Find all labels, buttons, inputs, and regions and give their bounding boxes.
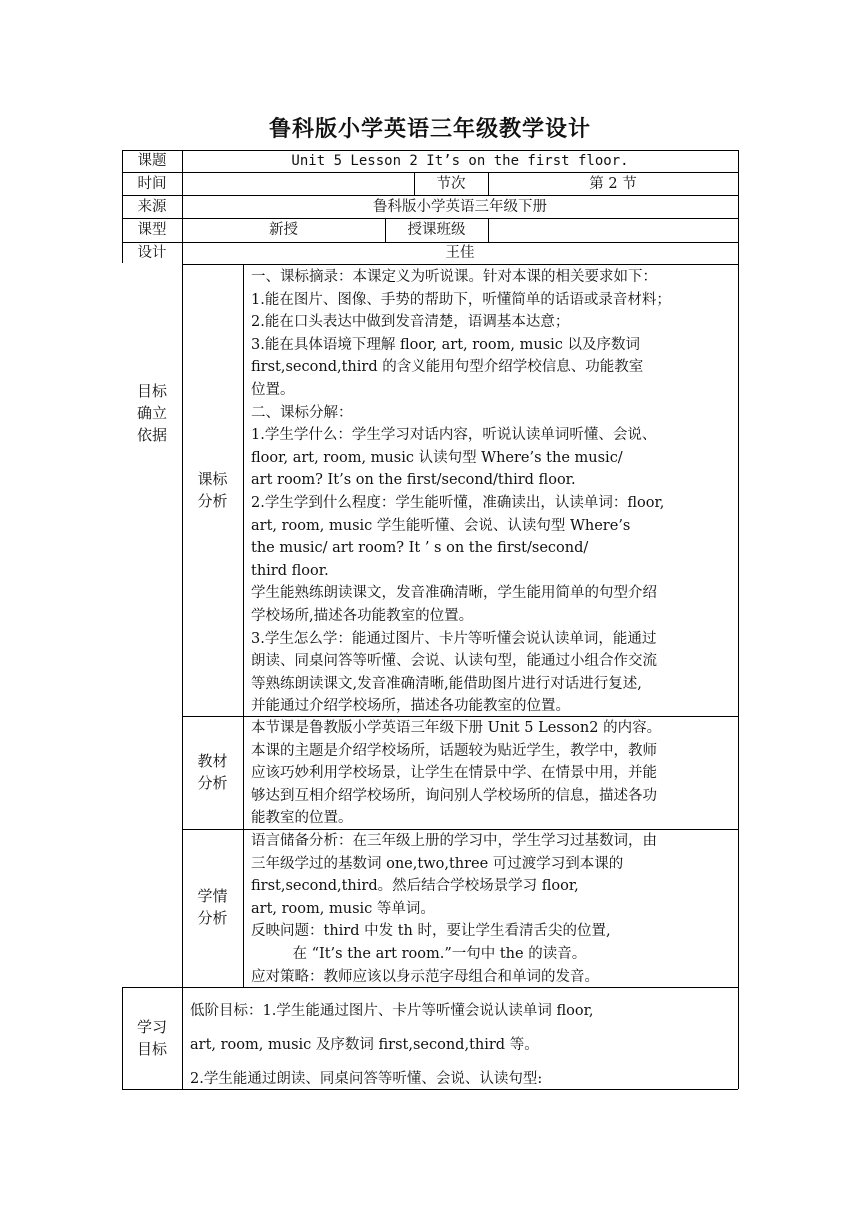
- textbook-line: 应该巧妙利用学校场景，让学生在情景中学、在情景中用，并能: [251, 765, 657, 782]
- curriculum-line: 2.学生学到什么程度：学生能听懂，准确读出，认读单词：floor,: [251, 494, 665, 511]
- goals-label: 学习 目标: [136, 1018, 167, 1058]
- learners-line: 三年级学过的基数词 one,two,three 可过渡学习到本课的: [251, 855, 624, 872]
- designer-value: 王佳: [445, 245, 475, 261]
- source-label: 来源: [137, 199, 167, 215]
- curriculum-line: 朗读、同桌问答等听懂、会说、认读句型，能通过小组合作交流: [251, 653, 657, 670]
- textbook-line: 本课的主题是介绍学校场所，话题较为贴近学生，教学中，教师: [251, 742, 657, 759]
- learners-line: 反映问题：third 中发 th 时，要让学生看清舌尖的位置,: [251, 923, 611, 940]
- curriculum-analysis: [251, 266, 731, 718]
- textbook-label: 教材 分析: [197, 752, 228, 792]
- curriculum-line: 等熟练朗读课文,发音准确清晰,能借助图片进行对话进行复述,: [251, 675, 642, 692]
- basis-label: 目标 确立 依据: [136, 382, 167, 444]
- curriculum-line: 二、课标分解：: [251, 404, 353, 421]
- curriculum-line: 并能通过介绍学校场所，描述各功能教室的位置。: [251, 698, 570, 715]
- curriculum-line: 3.学生怎么学：能通过图片、卡片等听懂会说认读单词，能通过: [251, 630, 657, 647]
- learners-line: 应对策略：教师应该以身示范字母组合和单词的发音。: [251, 968, 599, 985]
- type-label: 课型: [137, 222, 167, 238]
- goal-line: 2.学生能通过朗读、同桌问答等听懂、会说、认读句型:: [190, 1071, 543, 1087]
- curriculum-line: 1.学生学什么：学生学习对话内容，听说认读单词听懂、会说、: [251, 427, 657, 444]
- curriculum-label: 课标 分析: [197, 470, 228, 510]
- goals-content: [190, 994, 730, 1096]
- curriculum-line: 2.能在口头表达中做到发音清楚，语调基本达意；: [251, 314, 570, 331]
- curriculum-line: the music/ art room? It ’ s on the first/second/: [251, 540, 589, 557]
- goal-line: 低阶目标：1.学生能通过图片、卡片等听懂会说认读单词 floor,: [190, 1003, 594, 1019]
- learners-line: first,second,third。然后结合学校场景学习 floor,: [251, 878, 579, 895]
- curriculum-line: 1.能在图片、图像、手势的帮助下，听懂简单的话语或录音材料；: [251, 291, 671, 308]
- curriculum-line: 一、课标摘录：本课定义为听说课。针对本课的相关要求如下：: [251, 269, 657, 285]
- learners-label: 学情 分析: [197, 887, 228, 927]
- designer-label: 设计: [137, 245, 167, 261]
- learners-line: 语言储备分析：在三年级上册的学习中，学生学习过基数词，由: [251, 833, 657, 849]
- curriculum-line: first,second,third 的含义能用句型介绍学校信息、功能教室: [251, 359, 644, 376]
- textbook-line: 够达到互相介绍学校场所，询问别人学校场所的信息，描述各功: [251, 787, 657, 804]
- period-label: 节次: [436, 176, 466, 192]
- time-label: 时间: [137, 176, 167, 192]
- source-value: 鲁科版小学英语三年级下册: [373, 199, 547, 215]
- curriculum-line: 3.能在具体语境下理解 floor, art, room, music 以及序数词: [251, 336, 641, 353]
- topic-label: 课题: [137, 153, 167, 169]
- class-label: 授课班级: [407, 222, 466, 238]
- topic-value: Unit 5 Lesson 2 It’s on the first floor.: [291, 153, 629, 169]
- curriculum-line: 学生能熟练朗读课文，发音准确清晰，学生能用简单的句型介绍: [251, 585, 657, 602]
- textbook-line: 本节课是鲁教版小学英语三年级下册 Unit 5 Lesson2 的内容。: [251, 720, 662, 736]
- period-value: 第 2 节: [589, 176, 637, 192]
- curriculum-line: floor, art, room, music 认读句型 Where’s the music/: [251, 449, 623, 466]
- learners-line: art, room, music 等单词。: [251, 900, 435, 917]
- textbook-analysis: [251, 717, 731, 830]
- learners-line: 在 “It’s the art room.”一句中 the 的读音。: [251, 945, 587, 962]
- type-value: 新授: [269, 222, 298, 238]
- curriculum-line: art, room, music 学生能听懂、会说、认读句型 Where’s: [251, 517, 631, 534]
- curriculum-line: 学校场所,描述各功能教室的位置。: [251, 607, 474, 624]
- goal-line: art, room, music 及序数词 first,second,third 等。: [190, 1037, 539, 1053]
- learners-analysis: [251, 830, 731, 988]
- page-title: 鲁科版小学英语三年级教学设计: [268, 117, 591, 142]
- textbook-line: 能教室的位置。: [251, 810, 353, 827]
- curriculum-line: art room? It’s on the first/second/third floor.: [251, 472, 576, 489]
- curriculum-line: third floor.: [251, 562, 329, 579]
- curriculum-line: 位置。: [251, 381, 295, 398]
